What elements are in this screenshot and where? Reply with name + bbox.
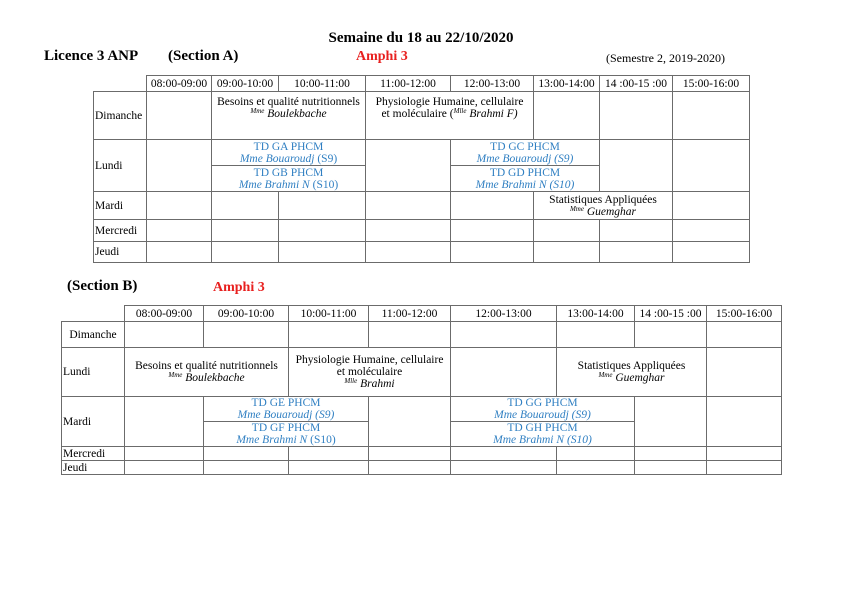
course-title: Statistiques Appliquées (549, 194, 657, 206)
table-row (94, 140, 750, 166)
empty-cell (707, 348, 782, 397)
empty-cell (673, 192, 750, 220)
empty-cell (369, 447, 451, 461)
teacher-name: Brahmi (360, 378, 395, 390)
table-row (94, 242, 750, 263)
empty-cell (534, 220, 600, 242)
empty-cell (557, 461, 635, 475)
td-title: TD GD PHCM (489, 166, 561, 179)
td-teacher: Mme Brahmi N (493, 434, 565, 446)
corner-cell (94, 76, 147, 92)
teacher-prefix: Mlle (453, 107, 467, 115)
day-label: Mercredi (94, 220, 147, 242)
table-row (62, 322, 782, 348)
time-header: 10:00-11:00 (279, 76, 366, 92)
td-teacher: Mme Bouaroudj (239, 152, 315, 165)
teacher-prefix: Mme (168, 371, 183, 379)
program-label: Licence 3 ANP (44, 48, 139, 64)
time-header: 15:00-16:00 (673, 76, 750, 92)
time-header: 12:00-13:00 (451, 306, 557, 322)
course-title: Besoins et qualité nutritionnels (135, 360, 278, 372)
empty-cell (125, 447, 204, 461)
day-label: Lundi (62, 348, 125, 397)
table-row (62, 348, 782, 397)
teacher-name: Boulekbache (185, 372, 245, 384)
empty-cell (635, 322, 707, 348)
empty-cell (125, 322, 204, 348)
empty-cell (147, 192, 212, 220)
td-cell (204, 422, 369, 447)
td-cell (204, 397, 369, 422)
empty-cell (147, 92, 212, 140)
teacher-name: Brahmi F) (469, 108, 518, 120)
section-b-label: (Section B) (67, 278, 138, 294)
time-header: 12:00-13:00 (451, 76, 534, 92)
corner-cell (62, 306, 125, 322)
empty-cell (707, 397, 782, 447)
empty-cell (366, 192, 451, 220)
time-header: 08:00-09:00 (147, 76, 212, 92)
course-title: Statistiques Appliquées (577, 360, 686, 372)
time-header: 09:00-10:00 (212, 76, 279, 92)
empty-cell (635, 461, 707, 475)
td-cell (451, 422, 635, 447)
empty-cell (673, 242, 750, 263)
table-row (94, 192, 750, 220)
time-header: 11:00-12:00 (366, 76, 451, 92)
td-teacher: Mme Bouaroudj (494, 409, 569, 421)
td-room: (S9) (315, 409, 335, 421)
empty-cell (451, 220, 534, 242)
empty-cell (289, 461, 369, 475)
td-room: (S10) (312, 178, 339, 191)
empty-cell (369, 397, 451, 447)
time-header: 13:00-14:00 (557, 306, 635, 322)
empty-cell (557, 322, 635, 348)
empty-cell (125, 461, 204, 475)
td-title: TD GB PHCM (253, 166, 324, 179)
td-title: TD GF PHCM (251, 422, 321, 434)
day-label: Dimanche (62, 322, 125, 348)
table-row (62, 447, 782, 461)
empty-cell (707, 322, 782, 348)
td-teacher: Mme Bouaroudj (476, 152, 552, 165)
empty-cell (635, 397, 707, 447)
empty-cell (212, 192, 279, 220)
empty-cell (279, 192, 366, 220)
td-cell (451, 166, 600, 192)
teacher-prefix: Mme (598, 371, 613, 379)
header-row (94, 76, 750, 92)
td-teacher: Mme Bouaroudj (237, 409, 313, 421)
schedule-table-section-a (93, 75, 750, 263)
td-title: TD GC PHCM (490, 140, 560, 153)
teacher-prefix: Mme (569, 205, 584, 213)
td-teacher: Mme Brahmi N (236, 434, 308, 446)
td-teacher: Mme Brahmi N (238, 178, 310, 191)
td-room: (S9) (571, 409, 591, 421)
table-row (62, 397, 782, 422)
teacher-name: Guemghar (615, 372, 665, 384)
day-label: Mardi (62, 397, 125, 447)
time-header: 14 :00-15 :00 (635, 306, 707, 322)
course-cell (534, 192, 673, 220)
td-room: (S10) (566, 434, 592, 446)
day-label: Lundi (94, 140, 147, 192)
empty-cell (451, 242, 534, 263)
empty-cell (635, 447, 707, 461)
td-cell (451, 140, 600, 166)
section-b-room: Amphi 3 (213, 280, 265, 295)
course-cell (212, 92, 366, 140)
header-row (62, 306, 782, 322)
course-cell (366, 92, 534, 140)
day-label: Mercredi (62, 447, 125, 461)
time-header: 08:00-09:00 (125, 306, 204, 322)
empty-cell (204, 322, 289, 348)
course-title-2: et moléculaire ( (381, 108, 454, 120)
semester-label: (Semestre 2, 2019-2020) (606, 51, 725, 65)
td-cell (212, 140, 366, 166)
table-row (62, 461, 782, 475)
empty-cell (557, 447, 635, 461)
td-room: (S9) (317, 152, 338, 165)
td-title: TD GE PHCM (251, 397, 321, 409)
course-cell (289, 348, 451, 397)
day-label: Jeudi (94, 242, 147, 263)
page-title: Semaine du 18 au 22/10/2020 (328, 30, 514, 46)
day-label: Jeudi (62, 461, 125, 475)
empty-cell (204, 461, 289, 475)
empty-cell (366, 220, 451, 242)
td-room: (S10) (310, 434, 336, 446)
empty-cell (125, 397, 204, 447)
teacher-name: Guemghar (586, 206, 637, 218)
empty-cell (600, 220, 673, 242)
course-cell (125, 348, 289, 397)
time-header: 09:00-10:00 (204, 306, 289, 322)
td-title: TD GH PHCM (507, 422, 578, 434)
td-room: (S10) (549, 178, 575, 191)
course-cell (557, 348, 707, 397)
empty-cell (212, 220, 279, 242)
empty-cell (212, 242, 279, 263)
empty-cell (534, 242, 600, 263)
empty-cell (147, 220, 212, 242)
day-label: Mardi (94, 192, 147, 220)
teacher-name: Boulekbache (267, 108, 327, 120)
section-a-label: (Section A) (168, 48, 239, 64)
empty-cell (279, 220, 366, 242)
time-header: 11:00-12:00 (369, 306, 451, 322)
empty-cell (366, 242, 451, 263)
section-a-room: Amphi 3 (356, 49, 408, 64)
td-cell (451, 397, 635, 422)
schedule-table-section-b (61, 305, 782, 475)
empty-cell (279, 242, 366, 263)
empty-cell (600, 140, 673, 192)
empty-cell (147, 242, 212, 263)
empty-cell (369, 461, 451, 475)
empty-cell (451, 322, 557, 348)
course-title: Besoins et qualité nutritionnels (217, 96, 360, 108)
table-row (94, 92, 750, 140)
empty-cell (366, 140, 451, 192)
empty-cell (451, 348, 557, 397)
empty-cell (673, 140, 750, 192)
empty-cell (147, 140, 212, 192)
course-title: Physiologie Humaine, cellulaire (375, 96, 524, 108)
td-room: (S9) (554, 152, 574, 165)
course-title: Physiologie Humaine, cellulaire (295, 354, 444, 366)
time-header: 10:00-11:00 (289, 306, 369, 322)
time-header: 14 :00-15 :00 (600, 76, 673, 92)
table-row (94, 220, 750, 242)
empty-cell (534, 92, 600, 140)
teacher-prefix: Mlle (344, 377, 358, 385)
empty-cell (204, 447, 289, 461)
empty-cell (451, 447, 557, 461)
empty-cell (707, 461, 782, 475)
teacher-prefix: Mme (250, 107, 265, 115)
empty-cell (369, 322, 451, 348)
empty-cell (707, 447, 782, 461)
day-label: Dimanche (94, 92, 147, 140)
empty-cell (673, 220, 750, 242)
empty-cell (451, 461, 557, 475)
time-header: 13:00-14:00 (534, 76, 600, 92)
td-title: TD GG PHCM (507, 397, 578, 409)
empty-cell (451, 192, 534, 220)
td-title: TD GA PHCM (253, 140, 324, 153)
td-teacher: Mme Brahmi N (475, 178, 547, 191)
course-title-2: et moléculaire (336, 366, 403, 378)
empty-cell (289, 322, 369, 348)
empty-cell (673, 92, 750, 140)
td-cell (212, 166, 366, 192)
empty-cell (600, 242, 673, 263)
empty-cell (600, 92, 673, 140)
time-header: 15:00-16:00 (707, 306, 782, 322)
empty-cell (289, 447, 369, 461)
